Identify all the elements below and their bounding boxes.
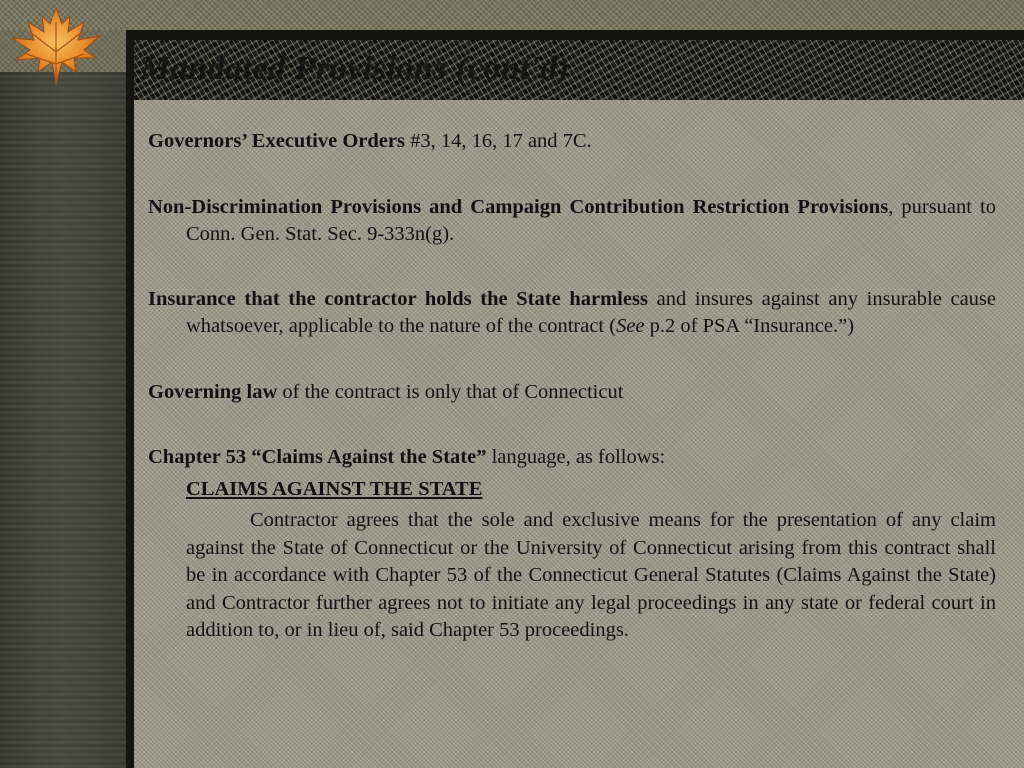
item-text: #3, 14, 16, 17 and 7C. [404, 130, 592, 152]
maple-leaf-icon [4, 2, 114, 92]
item-text: and insures against any insurable cause whatsoever, applicable to the nature of the contract ( [186, 287, 996, 337]
item-text: language, as follows: [486, 446, 666, 468]
top-band [0, 0, 1024, 30]
item-governing-law [148, 379, 996, 407]
item-executive-orders [148, 128, 996, 156]
item-insurance [148, 286, 996, 341]
item-chapter-53 [148, 444, 996, 472]
item-bold: Insurance that the contractor holds the State harmless [148, 287, 648, 310]
slide-content [134, 100, 1024, 768]
item-bold: Non-Discrimination Provisions and Campaign Contribution Restriction Provisions [148, 195, 889, 218]
item-bold: Governing law [148, 380, 278, 403]
item-text-after: p.2 of PSA “Insurance.”) [644, 315, 855, 337]
claims-body: Contractor agrees that the sole and exclusive means for the presentation of any claim against the State of Connecticut or the University of Connecticut arising from this contract shall be in accordance with Chapter 53 of the Connecticut General Statutes (Claims Against the State) and Contractor further agrees not to initiate any legal proceedings in any state or federal court in addition to, or in lieu of, said Chapter 53 proceedings. [186, 509, 996, 641]
title-bar [134, 40, 1024, 100]
item-text: , pursuant to Conn. Gen. Stat. Sec. 9-333n(g). [186, 195, 996, 245]
slide-title: Mandated Provisions (cont'd) [140, 50, 570, 87]
item-text: of the contract is only that of Connecticut [277, 380, 624, 403]
item-italic: See [616, 315, 645, 337]
item-bold: Chapter 53 “Claims Against the State” [148, 446, 487, 468]
item-non-discrimination [148, 194, 996, 249]
left-decorative-column [0, 72, 126, 768]
text-area [148, 128, 996, 645]
item-bold: Governors’ Executive Orders [148, 130, 405, 152]
claims-heading: CLAIMS AGAINST THE STATE [186, 477, 483, 500]
